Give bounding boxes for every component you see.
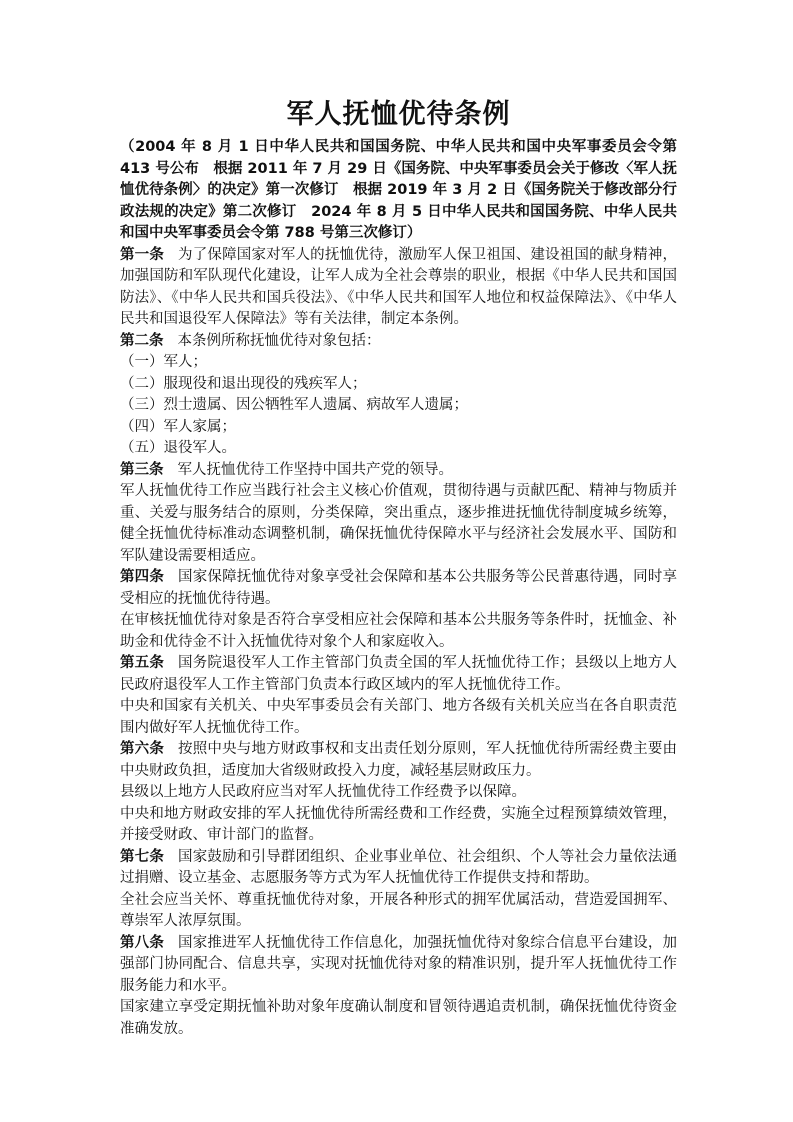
paragraph-text: （四）军人家属； <box>120 418 236 435</box>
body-paragraph <box>120 782 677 804</box>
paragraph-text: 中央和地方财政安排的军人抚恤优待所需经费和工作经费，实施全过程预算绩效管理，并接受财政、审计部门的监督。 <box>120 805 677 843</box>
article-number: 第四条 <box>120 569 165 585</box>
article-paragraph <box>120 653 677 696</box>
paragraph-text: （三）烈士遗属、因公牺牲军人遗属、病故军人遗属； <box>120 397 468 413</box>
body-paragraph <box>120 352 677 374</box>
paragraph-text: 中央和国家有关机关、中央军事委员会有关部门、地方各级有关机关应当在各自职责范围内做好军人抚恤优待工作。 <box>120 698 677 736</box>
article-number: 第二条 <box>120 332 164 349</box>
article-paragraph <box>120 460 677 482</box>
paragraph-text: （一）军人； <box>120 354 207 370</box>
body-paragraph <box>120 438 677 460</box>
document-page <box>120 97 677 1040</box>
paragraph-text: 县级以上地方人民政府应当对军人抚恤优待工作经费予以保障。 <box>120 784 526 800</box>
paragraph-text: 为了保障国家对军人的抚恤优待，激励军人保卫祖国、建设祖国的献身精神，加强国防和军队现代化建设，让军人成为全社会尊崇的职业，根据《中华人民共和国国防法》、《中华人民共和国兵役法》、《中华人民共和国军人地位和权益保障法》、《中华人民共和国退役军人保障法》等有关法律，制定本条例。 <box>120 246 678 327</box>
document-preamble: （2004 年 8 月 1 日中华人民共和国国务院、中华人民共和国中央军事委员会令第 413 号公布 根据 2011 年 7 月 29 日《国务院、中央军事委员会关于修改〈军人抚恤优待条例〉的决定》第一次修订 根据 2019 年 3 月 2 日《国务院关于修改部分行政法规的决定》第二次修订 2024 年 8 月 5 日中华人民共和国国务院、中华人民共和国中央军事委员会令第 788 号第三次修订） <box>120 139 677 241</box>
article-number: 第一条 <box>120 246 165 263</box>
body-paragraph <box>120 395 677 417</box>
body-paragraph <box>120 374 677 396</box>
article-number: 第五条 <box>120 655 165 671</box>
paragraph-text: 军人抚恤优待工作坚持中国共产党的领导。 <box>177 461 453 478</box>
document-body <box>120 245 677 1041</box>
paragraph-text: 国务院退役军人工作主管部门负责全国的军人抚恤优待工作；县级以上地方人民政府退役军人工作主管部门负责本行政区域内的军人抚恤优待工作。 <box>120 655 678 693</box>
article-paragraph <box>120 847 677 890</box>
article-paragraph <box>120 331 677 353</box>
article-number: 第三条 <box>120 461 164 478</box>
body-paragraph <box>120 804 677 847</box>
article-number: 第八条 <box>120 934 165 951</box>
body-paragraph <box>120 610 677 653</box>
paragraph-text: 国家推进军人抚恤优待工作信息化，加强抚恤优待对象综合信息平台建设，加强部门协同配合、信息共享，实现对抚恤优待对象的精准识别，提升军人抚恤优待工作服务能力和水平。 <box>120 934 678 994</box>
article-paragraph <box>120 567 677 610</box>
body-paragraph <box>120 696 677 739</box>
body-paragraph <box>120 481 677 567</box>
article-paragraph <box>120 739 677 782</box>
article-paragraph <box>120 245 677 331</box>
paragraph-text: 国家鼓励和引导群团组织、企业事业单位、社会组织、个人等社会力量依法通过捐赠、设立基金、志愿服务等方式为军人抚恤优待工作提供支持和帮助。 <box>120 848 678 886</box>
paragraph-text: 军人抚恤优待工作应当践行社会主义核心价值观，贯彻待遇与贡献匹配、精神与物质并重、关爱与服务结合的原则，分类保障，突出重点，逐步推进抚恤优待制度城乡统筹，健全抚恤优待标准动态调整机制，确保抚恤优待保障水平与经济社会发展水平、国防和军队建设需要相适应。 <box>120 483 677 564</box>
body-paragraph <box>120 890 677 933</box>
paragraph-text: （五）退役军人。 <box>120 440 236 456</box>
paragraph-text: 本条例所称抚恤优待对象包括： <box>177 332 381 349</box>
paragraph-text: 全社会应当关怀、尊重抚恤优待对象，开展各种形式的拥军优属活动，营造爱国拥军、尊崇军人浓厚氛围。 <box>120 891 677 929</box>
paragraph-text: 国家建立享受定期抚恤补助对象年度确认制度和冒领待遇追责机制，确保抚恤优待资金准确发放。 <box>120 999 677 1037</box>
body-paragraph <box>120 997 677 1040</box>
paragraph-text: 在审核抚恤优待对象是否符合享受相应社会保障和基本公共服务等条件时，抚恤金、补助金和优待金不计入抚恤优待对象个人和家庭收入。 <box>120 612 677 650</box>
body-paragraph <box>120 417 677 439</box>
document-title: 军人抚恤优待条例 <box>286 99 511 130</box>
article-paragraph <box>120 933 677 998</box>
article-number: 第七条 <box>120 848 165 865</box>
article-number: 第六条 <box>120 741 165 757</box>
paragraph-text: （二）服现役和退出现役的残疾军人； <box>120 375 367 392</box>
paragraph-text: 按照中央与地方财政事权和支出责任划分原则，军人抚恤优待所需经费主要由中央财政负担，适度加大省级财政投入力度，减轻基层财政压力。 <box>120 741 678 779</box>
paragraph-text: 国家保障抚恤优待对象享受社会保障和基本公共服务等公民普惠待遇，同时享受相应的抚恤优待待遇。 <box>120 569 678 607</box>
